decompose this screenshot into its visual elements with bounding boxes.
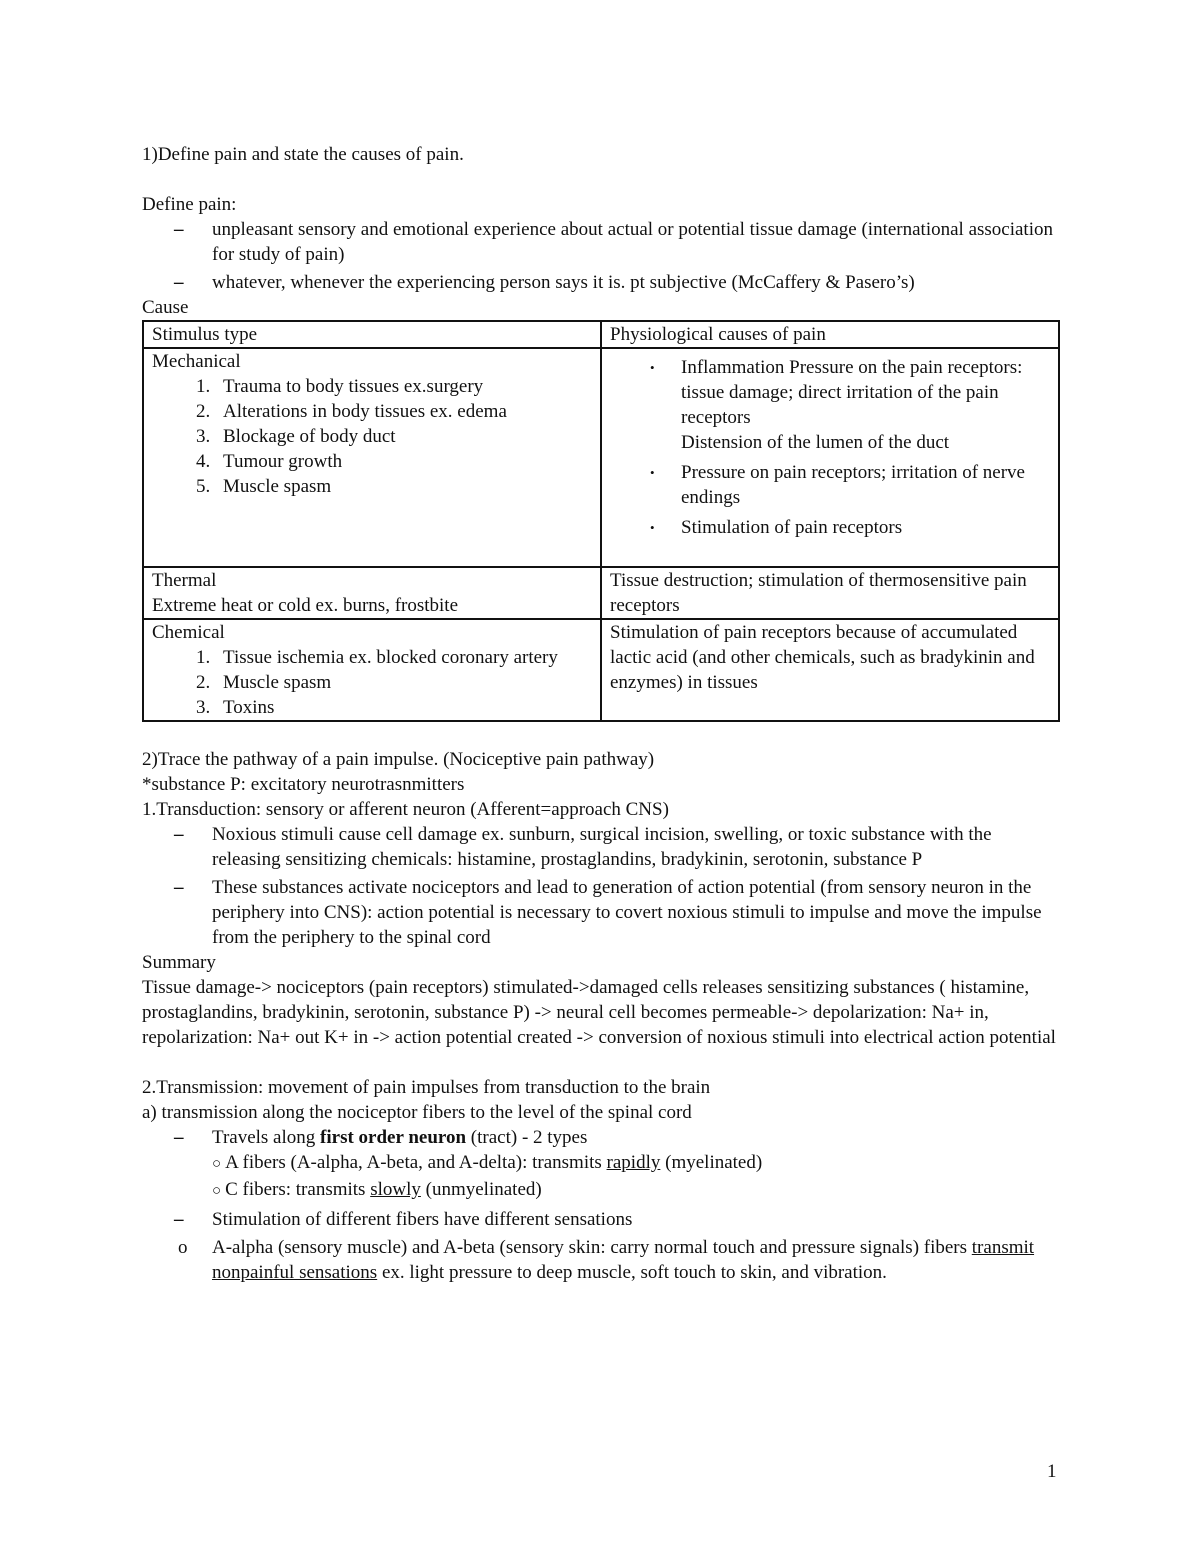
- transmission-heading: 2.Transmission: movement of pain impulses from transduction to the brain: [142, 1077, 711, 1098]
- mechanical-title: Mechanical: [152, 351, 241, 372]
- document-page: [142, 142, 1060, 1285]
- substance-p-note: *substance P: excitatory neurotrasnmitters: [142, 774, 465, 795]
- question-1-title: 1)Define pain and state the causes of pain.: [142, 144, 464, 165]
- list-item: • Stimulation of pain receptors: [610, 515, 1050, 540]
- fiber-type-a: ○ A fibers (A-alpha, A-beta, and A-delta): transmits rapidly (myelinated): [212, 1152, 763, 1173]
- transmission-a: a) transmission along the nociceptor fibers to the level of the spinal cord: [142, 1102, 692, 1123]
- define-pain-label: Define pain:: [142, 194, 237, 215]
- list-item: 2. Alterations in body tissues ex. edema: [196, 401, 507, 422]
- list-item: 2. Muscle spasm: [196, 672, 332, 693]
- list-item: – These substances activate nociceptors and lead to generation of action potential (from sensory neuron in the periphery into CNS): action potential is necessary to covert noxious stimuli to impulse and move the impulse from the periphery to the spinal cord: [142, 875, 1060, 950]
- circle-bullet-icon: ○: [212, 1156, 222, 1172]
- fiber-detail-list: [142, 1235, 1060, 1285]
- fiber-type-c: ○ C fibers: transmits slowly (unmyelinated): [212, 1179, 542, 1200]
- summary-label: Summary: [142, 952, 216, 973]
- chemical-list: [152, 645, 592, 720]
- list-item: – Stimulation of different fibers have different sensations: [142, 1207, 1060, 1232]
- definition-item: – unpleasant sensory and emotional experience about actual or potential tissue damage (international association for study of pain): [142, 217, 1060, 267]
- thermal-desc: Extreme heat or cold ex. burns, frostbite: [152, 595, 459, 616]
- chemical-title: Chemical: [152, 622, 225, 643]
- mechanical-list: [152, 374, 592, 499]
- transduction-heading: 1.Transduction: sensory or afferent neuron (Afferent=approach CNS): [142, 799, 669, 820]
- list-item: 3. Blockage of body duct: [196, 426, 396, 447]
- table-row-chemical: [143, 619, 1059, 721]
- thermal-cause-cell: Tissue destruction; stimulation of thermosensitive pain receptors: [601, 567, 1059, 619]
- cause-table: [142, 320, 1060, 722]
- first-order-neuron-text: first order neuron: [320, 1127, 467, 1148]
- circle-bullet-icon: ○: [212, 1183, 222, 1199]
- list-item: – Noxious stimuli cause cell damage ex. sunburn, surgical incision, swelling, or toxic substance with the releasing sensitizing chemicals: histamine, prostaglandins, bradykinin, serotonin, substance P: [142, 822, 1060, 872]
- mechanical-causes-cell: [601, 348, 1059, 567]
- list-item: – Travels along first order neuron (tract) - 2 types ○ A fibers (A-alpha, A-beta, and A-delta): transmits rapidly (myelinated) ○ C fibers: transmits slowly (unmyelinated): [142, 1125, 1060, 1204]
- definition-list: [142, 217, 1060, 295]
- transduction-list: [142, 822, 1060, 950]
- list-item: • Inflammation Pressure on the pain receptors: tissue damage; direct irritation of the pain receptors Distension of the lumen of the duct: [610, 355, 1050, 455]
- cause-label: Cause: [142, 297, 189, 318]
- chemical-cell: [143, 619, 601, 721]
- chemical-cause-cell: Stimulation of pain receptors because of accumulated lactic acid (and other chemicals, such as bradykinin and enzymes) in tissues: [601, 619, 1059, 721]
- summary-text: Tissue damage-> nociceptors (pain receptors) stimulated->damaged cells releases sensitizing substances ( histamine, prostaglandins, bradykinin, serotonin, substance P) -> neural cell becomes permeable-> depolarization: Na+ in, repolarization: Na+ out K+ in -> action potential created -> conversion of noxious stimuli into electrical action potential: [142, 977, 1056, 1048]
- list-item: 1. Tissue ischemia ex. blocked coronary artery: [196, 647, 558, 668]
- list-item: 5. Muscle spasm: [196, 476, 332, 497]
- list-item: 3. Toxins: [196, 697, 275, 718]
- definition-item: – whatever, whenever the experiencing person says it is. pt subjective (McCaffery & Pasero’s): [142, 270, 1060, 295]
- list-item: 1. Trauma to body tissues ex.surgery: [196, 376, 484, 397]
- list-item: 4. Tumour growth: [196, 451, 343, 472]
- thermal-cell: [143, 567, 601, 619]
- table-header-row: [143, 321, 1059, 348]
- mechanical-cell: [143, 348, 601, 567]
- distension-text: Distension of the lumen of the duct: [681, 432, 950, 453]
- header-physiological-causes: Physiological causes of pain: [601, 321, 1059, 348]
- list-item: • Pressure on pain receptors; irritation of nerve endings: [610, 460, 1050, 510]
- header-stimulus-type: Stimulus type: [143, 321, 601, 348]
- table-row-mechanical: [143, 348, 1059, 567]
- table-row-thermal: [143, 567, 1059, 619]
- list-item: o A-alpha (sensory muscle) and A-beta (sensory skin: carry normal touch and pressure signals) fibers transmit nonpainful sensations ex. light pressure to deep muscle, soft touch to skin, and vibration.: [142, 1235, 1060, 1285]
- mechanical-causes-list: [610, 355, 1050, 540]
- page-number: 1: [1047, 1461, 1057, 1482]
- thermal-title: Thermal: [152, 570, 217, 591]
- transmission-list: [142, 1125, 1060, 1232]
- question-2-title: 2)Trace the pathway of a pain impulse. (Nociceptive pain pathway): [142, 749, 655, 770]
